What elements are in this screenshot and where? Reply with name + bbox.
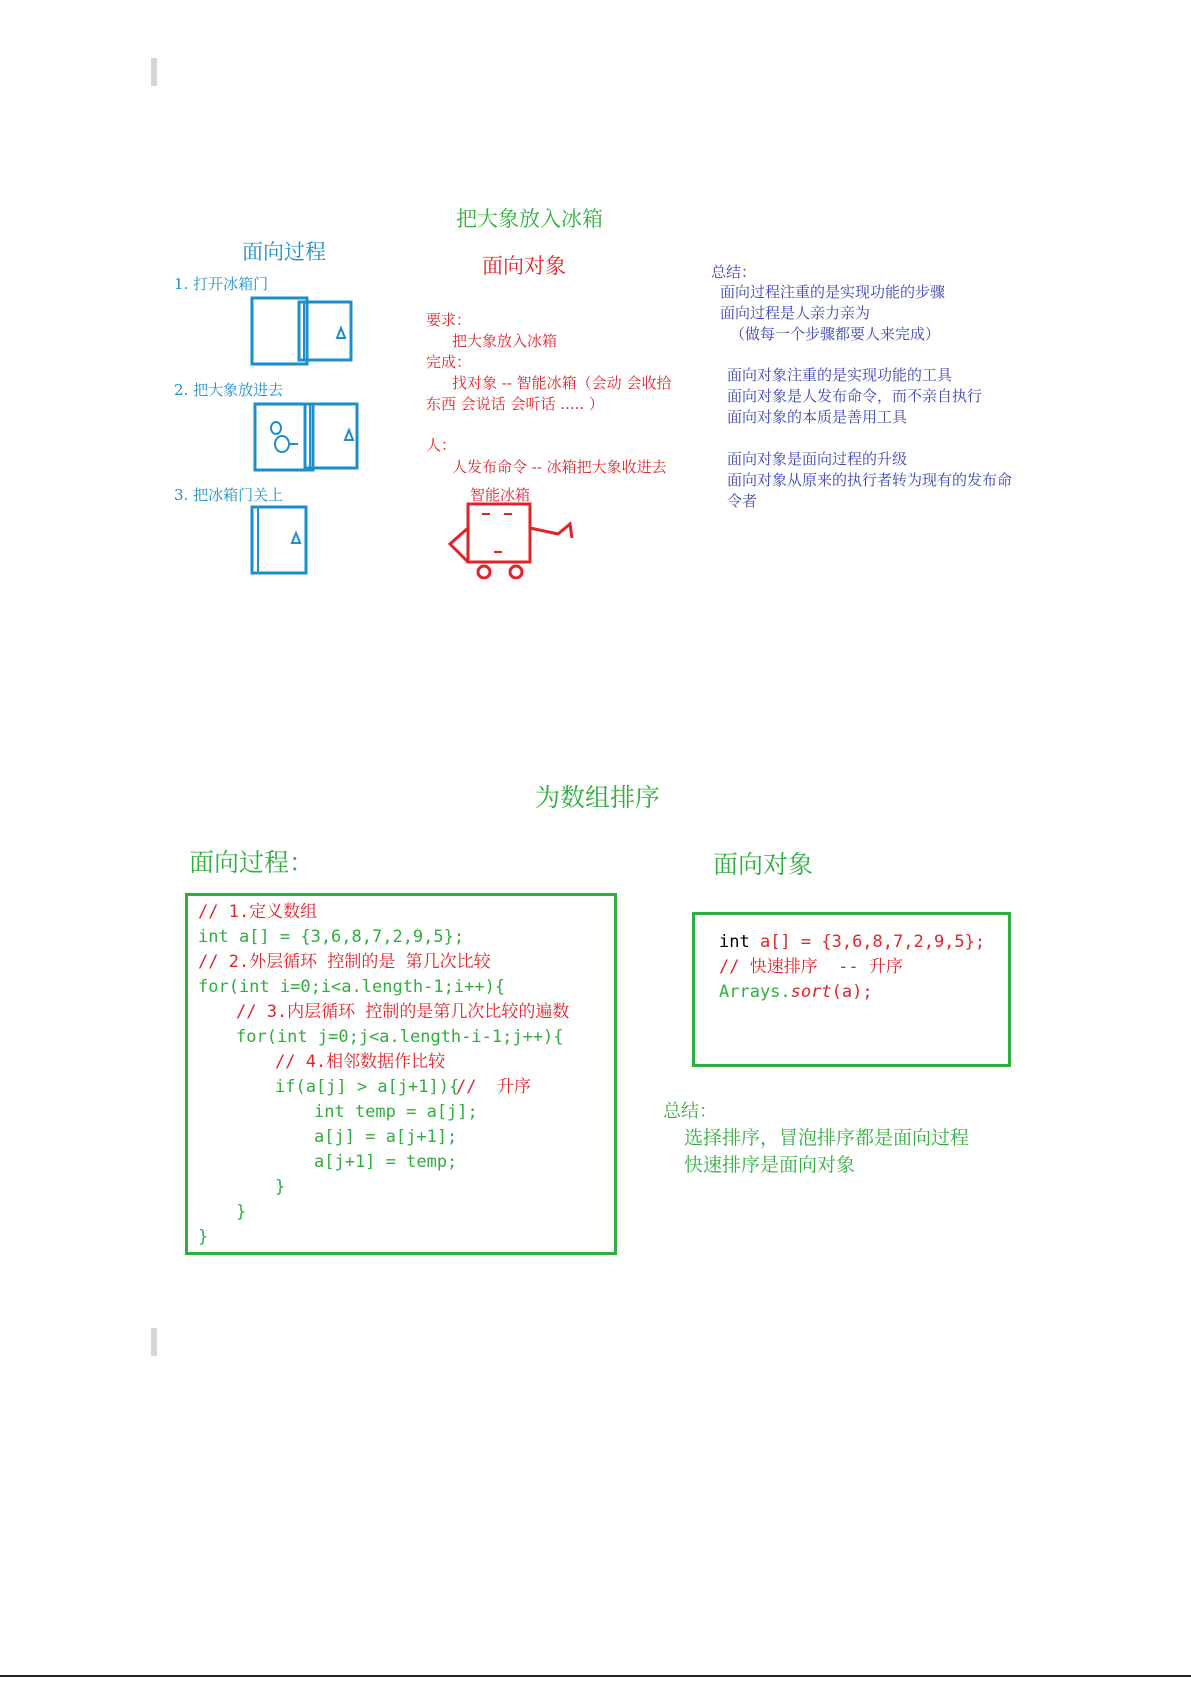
object-heading: 面向对象 <box>482 254 566 278</box>
summary-line-8: 面向对象是面向过程的升级 <box>727 450 908 468</box>
smart-fridge-robot-illustration <box>446 498 578 584</box>
section1-title: 把大象放入冰箱 <box>456 207 603 231</box>
object-code-line-3 <box>719 980 873 1005</box>
robot-label: 智能冰箱 <box>470 486 531 504</box>
code-line-2: int a[] = {3,6,8,7,2,9,5}; <box>198 927 465 947</box>
code-line-11: a[j] = a[j+1]; <box>314 1127 458 1147</box>
object-line-2: 把大象放入冰箱 <box>452 332 558 350</box>
summary-line-4: （做每一个步骤都要人来完成） <box>730 325 941 343</box>
bottom-rule <box>0 1675 1191 1677</box>
code-line-10: int temp = a[j]; <box>314 1102 478 1122</box>
code-line-1: // 1.定义数组 <box>198 902 318 922</box>
process-code-box <box>185 893 617 1255</box>
code-line-8: if(a[j] > a[j+1]){ <box>275 1077 460 1097</box>
fridge-closed-illustration <box>248 503 313 578</box>
object-code-call-args: (a); <box>831 982 873 1002</box>
section2-summary-1: 总结： <box>663 1101 717 1122</box>
section2-summary-3: 快速排序是面向对象 <box>684 1154 856 1176</box>
code-line-12: a[j+1] = temp; <box>314 1152 458 1172</box>
summary-line-6: 面向对象是人发布命令，而不亲自执行 <box>727 387 983 405</box>
object-line-4: 找对象 -- 智能冰箱（会动 会收拾 <box>452 374 672 392</box>
object-code-line-2: // 快速排序 -- 升序 <box>719 957 903 977</box>
object-code-line-1 <box>719 930 985 955</box>
summary-line-3: 面向过程是人亲力亲为 <box>720 304 871 322</box>
code-line-15: } <box>198 1227 209 1247</box>
code-line-14: } <box>236 1202 247 1222</box>
code-line-3: // 2.外层循环 控制的是 第几次比较 <box>198 952 491 972</box>
fridge-with-elephant-illustration <box>252 400 362 475</box>
summary-line-9: 面向对象从原来的执行者转为现有的发布命 <box>727 471 1013 489</box>
page-marker-top <box>151 58 157 86</box>
object-line-1: 要求： <box>426 311 472 329</box>
code-line-5: // 3.内层循环 控制的是第几次比较的遍数 <box>236 1002 570 1022</box>
object-line-7: 人发布命令 -- 冰箱把大象收进去 <box>452 458 667 476</box>
summary-line-7: 面向对象的本质是善用工具 <box>727 408 908 426</box>
code-line-13: } <box>275 1177 286 1197</box>
object-code-decl-rest: a[] = {3,6,8,7,2,9,5}; <box>749 932 986 952</box>
summary-line-2: 面向过程注重的是实现功能的步骤 <box>720 283 946 301</box>
summary-line-5: 面向对象注重的是实现功能的工具 <box>727 366 953 384</box>
section2-summary-2: 选择排序，冒泡排序都是面向过程 <box>684 1127 970 1149</box>
object-line-6: 人： <box>426 436 457 454</box>
code-line-7: // 4.相邻数据作比较 <box>275 1052 446 1072</box>
summary-line-10: 令者 <box>727 492 758 510</box>
object-code-call-obj: Arrays. <box>719 982 791 1002</box>
object-line-5: 东西 会说话 会听话 ..... ） <box>426 395 604 413</box>
page-marker-bottom <box>151 1328 157 1356</box>
process-step-2: 2. 把大象放进去 <box>174 381 284 399</box>
process-step-3: 3. 把冰箱门关上 <box>174 486 284 504</box>
code-line-9: // 升序 <box>456 1077 531 1097</box>
section2-process-heading: 面向过程： <box>189 848 315 877</box>
object-code-decl-type: int <box>719 932 750 952</box>
fridge-open-illustration <box>248 294 358 369</box>
object-code-box <box>692 912 1011 1067</box>
code-line-4: for(int i=0;i<a.length-1;i++){ <box>198 977 506 997</box>
object-line-3: 完成： <box>426 353 472 371</box>
summary-line-1: 总结： <box>711 263 757 281</box>
process-step-1: 1. 打开冰箱门 <box>174 275 269 293</box>
section2-object-heading: 面向对象 <box>713 850 814 879</box>
section2-title: 为数组排序 <box>535 783 661 812</box>
code-line-6: for(int j=0;j<a.length-i-1;j++){ <box>236 1027 564 1047</box>
process-heading: 面向过程 <box>242 240 326 264</box>
object-code-call-method: sort <box>790 982 832 1002</box>
